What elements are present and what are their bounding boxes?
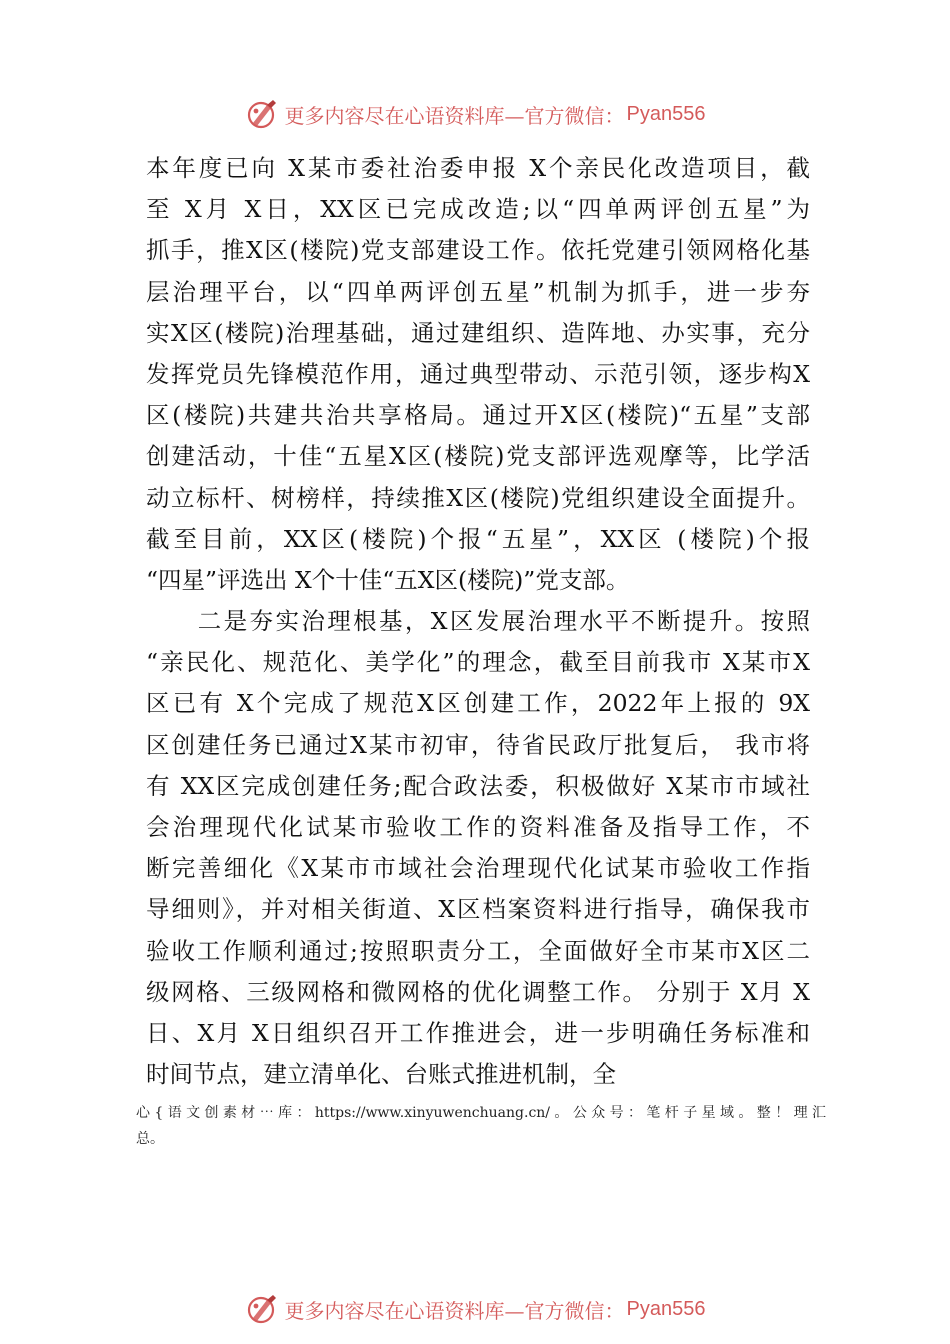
text-line: “亲民化、规范化、美学化”的理念，截至目前我市 X某市X [146,648,810,677]
text-line: 创建活动，十佳“五星X区(楼院)党支部评选观摩等，比学活 [146,442,810,471]
text-line: 断完善细化《X某市市域社会治理现代化试某市验收工作指 [146,854,810,883]
header-watermark-banner [0,94,950,134]
text-line: 二是夯实治理根基，X区发展治理水平不断提升。按照 [146,607,810,636]
document-body [146,148,810,1095]
text-line: 层治理平台，以“四单两评创五星”机制为抓手，进一步夯 [146,277,810,306]
text-line: 导细则》，并对相关街道、X区档案资料进行指导，确保我市 [146,895,810,924]
footnote-line: 心{语文创素材⋯库：https://www.xinyuwenchuang.cn/。公众号：笔杆子星域。整！理汇 [136,1105,826,1121]
text-line: 动立标杆、树榜样，持续推X区(楼院)党组织建设全面提升。 [146,483,810,512]
banner-text: 更多内容尽在心语资料库—官方微信： [284,1298,625,1323]
text-line: 时间节点，建立清单化、台账式推进机制，全 [146,1060,616,1089]
banner-wechat-id: Pyan556 [626,102,706,125]
text-line: 至 X月 X日，XX区已完成改造;以“四单两评创五星”为 [146,195,810,224]
text-line: 截至目前，XX区(楼院)个报“五星”，XX区 (楼院)个报 [146,524,810,553]
text-line: 抓手，推X区(楼院)党支部建设工作。依托党建引领网格化基 [146,236,810,265]
text-line: 区已有 X个完成了规范X区创建工作，2022年上报的 9X [146,689,810,718]
footer-watermark-banner [0,1289,950,1329]
text-line: 实X区(楼院)治理基础，通过建组织、造阵地、办实事，充分 [146,318,810,347]
pen-circle-logo-icon [245,1292,279,1326]
pen-circle-logo-icon [245,97,279,131]
footnote-line: 总。 [136,1131,164,1147]
text-line: 日、X月 X日组织召开工作推进会，进一步明确任务标准和 [146,1018,810,1047]
text-line: 会治理现代化试某市验收工作的资料准备及指导工作，不 [146,813,810,841]
text-line: “四星”评选出 X个十佳“五X区(楼院)”党支部。 [146,565,630,594]
banner-text: 更多内容尽在心语资料库—官方微信： [284,103,625,128]
banner-wechat-id: Pyan556 [626,1297,706,1320]
text-line: 区创建任务已通过X某市初审，待省民政厅批复后， 我市将 [146,730,810,759]
text-line: 级网格、三级网格和微网格的优化调整工作。 分别于 X月 X [146,977,810,1006]
text-line: 验收工作顺利通过;按照职责分工，全面做好全市某市X区二 [146,936,810,965]
source-footnote [136,1100,826,1152]
text-line: 本年度已向 X某市委社治委申报 X个亲民化改造项目，截 [146,154,810,182]
text-line: 发挥党员先锋模范作用，通过典型带动、示范引领，逐步构X [146,359,810,388]
text-line: 有 XX区完成创建任务;配合政法委，积极做好 X某市市域社 [146,771,810,800]
text-line: 区(楼院)共建共治共享格局。通过开X区(楼院)“五星”支部 [146,401,810,430]
